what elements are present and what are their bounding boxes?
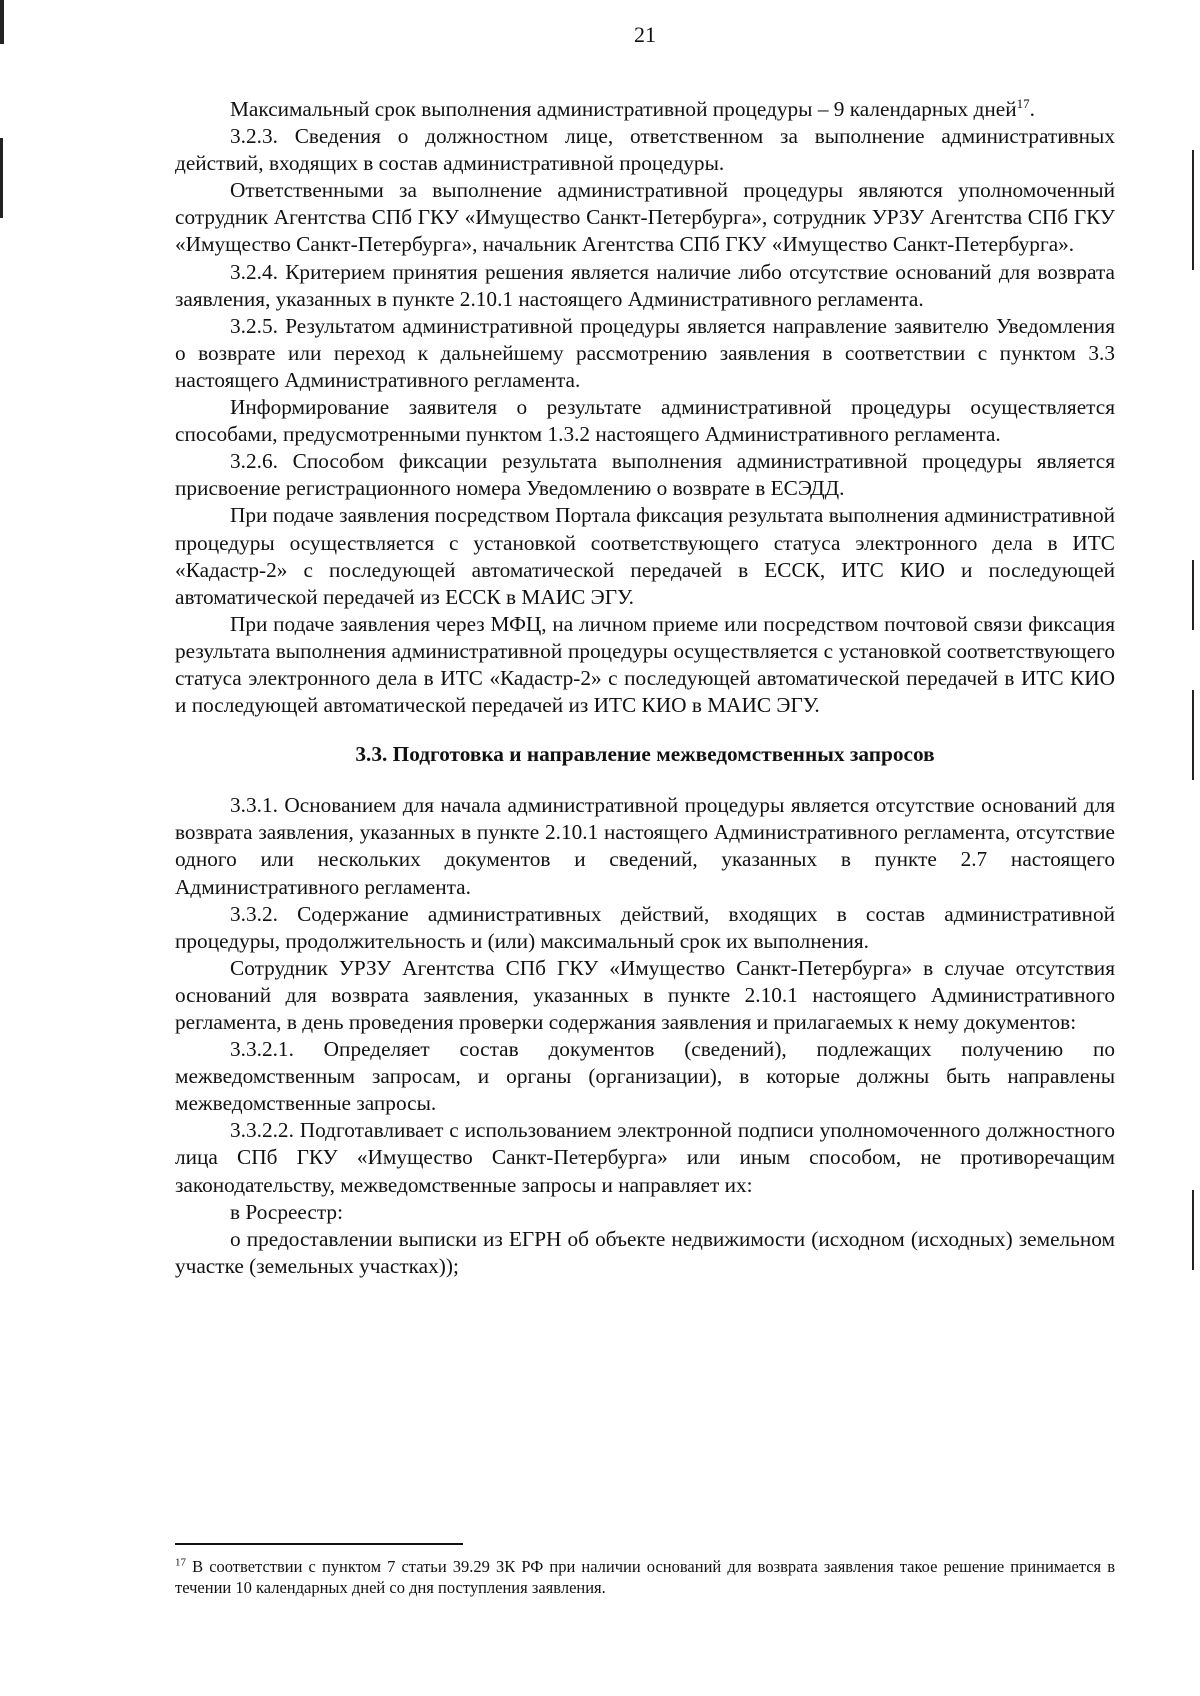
- paragraph-responsible: Ответственными за выполнение административной процедуры являются уполномоченный сотрудник Агентства СПб ГКУ «Имущество Санкт-Петербурга», сотрудник УРЗУ Агентства СПб ГКУ «Имущество Санкт-Петербурга», начальник Агентства СПб ГКУ «Имущество Санкт-Петербурга».: [175, 178, 1115, 257]
- paragraph-3-3-2: 3.3.2. Содержание административных действий, входящих в состав административной процедуры, продолжительность и (или) максимальный срок их выполнения.: [175, 901, 1115, 953]
- paragraph-employee: Сотрудник УРЗУ Агентства СПб ГКУ «Имущество Санкт-Петербурга» в случае отсутствия оснований для возврата заявления, указанных в пункте 2.10.1 настоящего Административного регламента, в день проведения проверки содержания заявления и прилагаемых к нему документов:: [175, 955, 1115, 1034]
- paragraph-egrn-extract: о предоставлении выписки из ЕГРН об объекте недвижимости (исходном (исходных) земельном участке (земельных участках));: [175, 1226, 1115, 1278]
- footnote-marker: 17: [175, 1556, 186, 1569]
- scan-edge-mark-right-4: [1192, 1190, 1194, 1270]
- paragraph-3-2-5: 3.2.5. Результатом административной процедуры является направление заявителю Уведомления о возврате или переход к дальнейшему рассмотрению заявления в соответствии с пунктом 3.3 настоящего Административного регламента.: [175, 313, 1115, 392]
- footnote-reference[interactable]: 17: [1016, 95, 1030, 111]
- paragraph-3-2-6: 3.2.6. Способом фиксации результата выполнения административной процедуры является присвоение регистрационного номера Уведомлению о возврате в ЕСЭДД.: [175, 449, 1115, 501]
- paragraph-rosreestr: в Росреестр:: [230, 1199, 343, 1224]
- paragraph-3-2-3: 3.2.3. Сведения о должностном лице, ответственном за выполнение административных действий, входящих в состав административной процедуры.: [175, 124, 1115, 176]
- footnote: [175, 1556, 1115, 1598]
- paragraph-portal: При подаче заявления посредством Портала фиксация результата выполнения административной процедуры осуществляется с установкой соответствующего статуса электронного дела в ИТС «Кадастр-2» с последующей автоматической передачей в ЕССК, ИТС КИО и последующей автоматической передачей из ЕССК в МАИС ЭГУ.: [175, 503, 1115, 609]
- paragraph-informing: Информирование заявителя о результате административной процедуры осуществляется способами, предусмотренными пунктом 1.3.2 настоящего Административного регламента.: [175, 395, 1115, 447]
- footnote-text: В соответствии с пунктом 7 статьи 39.29 ЗК РФ при наличии оснований для возврата заявления такое решение принимается в течении 10 календарных дней со дня поступления заявления.: [175, 1557, 1115, 1597]
- paragraph-3-3-1: 3.3.1. Основанием для начала административной процедуры является отсутствие оснований для возврата заявления, указанных в пункте 2.10.1 настоящего Административного регламента, отсутствие одного или нескольких документов и сведений, указанных в пункте 2.7 настоящего Административного регламента.: [175, 793, 1115, 899]
- document-body: [175, 96, 1115, 1280]
- scan-edge-mark-left-mid: [0, 138, 3, 218]
- paragraph-3-2-4: 3.2.4. Критерием принятия решения является наличие либо отсутствие оснований для возврата заявления, указанных в пункте 2.10.1 настоящего Административного регламента.: [175, 259, 1115, 311]
- scan-edge-mark-right-1: [1192, 150, 1194, 270]
- paragraph-3-3-2-2: 3.3.2.2. Подготавливает с использованием электронной подписи уполномоченного должностного лица СПб ГКУ «Имущество Санкт-Петербурга» или иным способом, не противоречащим законодательству, межведомственные запросы и направляет их:: [175, 1118, 1115, 1197]
- paragraph-max-term: Максимальный срок выполнения административной процедуры – 9 календарных дней$^{17}$.: [230, 95, 1035, 121]
- paragraph-mfc: При подаче заявления через МФЦ, на личном приеме или посредством почтовой связи фиксация результата выполнения административной процедуры осуществляется с установкой соответствующего статуса электронного дела в ИТС «Кадастр-2» с последующей автоматической передачей в ИТС КИО и последующей автоматической передачей из ИТС КИО в МАИС ЭГУ.: [175, 611, 1115, 718]
- paragraph-3-3-2-1: 3.3.2.1. Определяет состав документов (сведений), подлежащих получению по межведомственным запросам, и органы (организации), в которые должны быть направлены межведомственные запросы.: [175, 1037, 1115, 1116]
- section-heading-3-3: 3.3. Подготовка и направление межведомственных запросов: [355, 742, 935, 767]
- scan-edge-mark-right-2: [1192, 560, 1194, 630]
- footnote-divider: [175, 1543, 463, 1545]
- scan-edge-mark-right-3: [1192, 690, 1194, 780]
- page-number: 21: [634, 22, 656, 47]
